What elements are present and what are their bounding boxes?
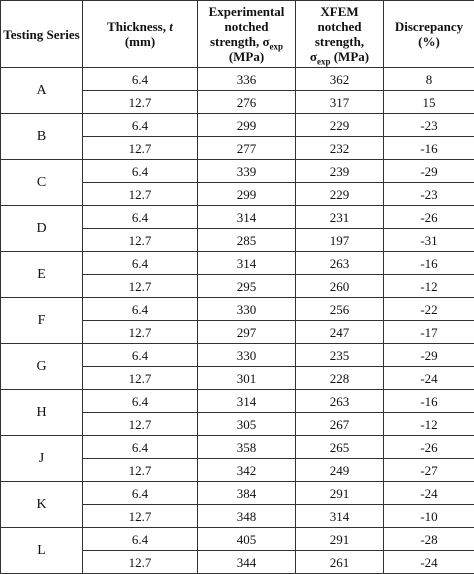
discrepancy-cell: -23 — [384, 114, 474, 137]
exp-strength-cell: 277 — [198, 137, 296, 160]
header-testing-series-text: Testing Series — [3, 26, 80, 42]
header-exp-line3: strength, $\sigma_{exp}$ — [209, 34, 284, 52]
header-thickness — [83, 1, 198, 68]
xfem-strength-cell: 260 — [296, 275, 384, 298]
discrepancy-cell: -26 — [384, 436, 474, 459]
exp-strength-cell: 348 — [198, 505, 296, 528]
discrepancy-cell: -24 — [384, 367, 474, 390]
thickness-cell: 12.7 — [83, 367, 198, 390]
exp-strength-cell: 314 — [198, 206, 296, 229]
header-exp-line1: Experimental — [208, 4, 285, 19]
xfem-strength-cell: 265 — [296, 436, 384, 459]
thickness-cell: 6.4 — [83, 160, 198, 183]
thickness-cell: 12.7 — [83, 551, 198, 574]
thickness-cell: 6.4 — [83, 528, 198, 551]
series-cell: H — [1, 390, 83, 436]
table-row — [1, 482, 474, 505]
xfem-strength-cell: 291 — [296, 482, 384, 505]
thickness-symbol: t — [169, 19, 173, 34]
discrepancy-cell: -28 — [384, 528, 474, 551]
xfem-strength-cell: 317 — [296, 91, 384, 114]
discrepancy-cell: -16 — [384, 252, 474, 275]
header-experimental-strength — [198, 1, 296, 68]
exp-strength-cell: 314 — [198, 390, 296, 413]
exp-strength-cell: 358 — [198, 436, 296, 459]
discrepancy-cell: -23 — [384, 183, 474, 206]
thickness-cell: 12.7 — [83, 321, 198, 344]
exp-strength-cell: 336 — [198, 68, 296, 91]
xfem-strength-cell: 229 — [296, 183, 384, 206]
exp-strength-cell: 339 — [198, 160, 296, 183]
discrepancy-cell: -26 — [384, 206, 474, 229]
table-row — [1, 390, 474, 413]
series-cell: L — [1, 528, 83, 574]
discrepancy-cell: -12 — [384, 275, 474, 298]
discrepancy-cell: -22 — [384, 298, 474, 321]
series-cell: G — [1, 344, 83, 390]
discrepancy-cell: -29 — [384, 344, 474, 367]
exp-strength-cell: 297 — [198, 321, 296, 344]
header-xfem-line2: notched — [317, 19, 362, 34]
xfem-strength-cell: 261 — [296, 551, 384, 574]
header-xfem-line4: $\sigma_{exp}$ (MPa) — [309, 49, 370, 67]
thickness-cell: 12.7 — [83, 137, 198, 160]
thickness-cell: 6.4 — [83, 252, 198, 275]
xfem-strength-cell: 314 — [296, 505, 384, 528]
thickness-cell: 6.4 — [83, 114, 198, 137]
series-cell: A — [1, 68, 83, 114]
exp-strength-cell: 330 — [198, 344, 296, 367]
header-xfem-line1: XFEM — [320, 4, 359, 19]
xfem-strength-cell: 239 — [296, 160, 384, 183]
header-thickness-line1: Thickness, t — [107, 19, 173, 34]
xfem-strength-cell: 267 — [296, 413, 384, 436]
discrepancy-cell: -16 — [384, 137, 474, 160]
xfem-strength-cell: 291 — [296, 528, 384, 551]
header-exp-unit: (MPa) — [228, 49, 265, 64]
exp-strength-cell: 330 — [198, 298, 296, 321]
table-row — [1, 114, 474, 137]
exp-strength-cell: 299 — [198, 183, 296, 206]
xfem-strength-cell: 197 — [296, 229, 384, 252]
header-exp-line2: notched — [224, 19, 269, 34]
thickness-cell: 12.7 — [83, 413, 198, 436]
discrepancy-cell: -24 — [384, 482, 474, 505]
thickness-cell: 12.7 — [83, 229, 198, 252]
thickness-cell: 6.4 — [83, 298, 198, 321]
series-cell: E — [1, 252, 83, 298]
xfem-strength-cell: 232 — [296, 137, 384, 160]
thickness-cell: 6.4 — [83, 390, 198, 413]
exp-strength-cell: 305 — [198, 413, 296, 436]
xfem-strength-cell: 263 — [296, 390, 384, 413]
header-discrepancy — [384, 1, 474, 68]
discrepancy-cell: -29 — [384, 160, 474, 183]
xfem-strength-cell: 231 — [296, 206, 384, 229]
exp-strength-cell: 295 — [198, 275, 296, 298]
thickness-cell: 12.7 — [83, 275, 198, 298]
thickness-cell: 6.4 — [83, 344, 198, 367]
xfem-strength-cell: 247 — [296, 321, 384, 344]
thickness-cell: 6.4 — [83, 206, 198, 229]
exp-strength-cell: 344 — [198, 551, 296, 574]
xfem-strength-cell: 229 — [296, 114, 384, 137]
xfem-strength-cell: 235 — [296, 344, 384, 367]
exp-strength-cell: 405 — [198, 528, 296, 551]
discrepancy-cell: -10 — [384, 505, 474, 528]
header-xfem-line3: strength, — [314, 34, 365, 49]
table-row — [1, 528, 474, 551]
header-testing-series — [1, 1, 83, 68]
table-row — [1, 298, 474, 321]
header-disc-line1: Discrepancy — [394, 19, 464, 34]
thickness-cell: 12.7 — [83, 505, 198, 528]
thickness-cell: 6.4 — [83, 68, 198, 91]
discrepancy-cell: 8 — [384, 68, 474, 91]
thickness-cell: 6.4 — [83, 436, 198, 459]
thickness-cell: 6.4 — [83, 482, 198, 505]
header-thickness-unit: (mm) — [124, 34, 156, 49]
exp-strength-cell: 301 — [198, 367, 296, 390]
discrepancy-cell: -12 — [384, 413, 474, 436]
exp-strength-cell: 285 — [198, 229, 296, 252]
exp-strength-cell: 342 — [198, 459, 296, 482]
exp-strength-cell: 299 — [198, 114, 296, 137]
thickness-cell: 12.7 — [83, 183, 198, 206]
discrepancy-cell: -27 — [384, 459, 474, 482]
table-row — [1, 160, 474, 183]
header-xfem-strength — [296, 1, 384, 68]
exp-strength-cell: 314 — [198, 252, 296, 275]
thickness-cell: 12.7 — [83, 459, 198, 482]
table-row — [1, 252, 474, 275]
exp-strength-cell: 384 — [198, 482, 296, 505]
discrepancy-cell: -24 — [384, 551, 474, 574]
table-row — [1, 344, 474, 367]
discrepancy-cell: -16 — [384, 390, 474, 413]
xfem-strength-cell: 228 — [296, 367, 384, 390]
discrepancy-cell: 15 — [384, 91, 474, 114]
discrepancy-cell: -31 — [384, 229, 474, 252]
series-cell: D — [1, 206, 83, 252]
series-cell: K — [1, 482, 83, 528]
table-row — [1, 206, 474, 229]
thickness-cell: 12.7 — [83, 91, 198, 114]
series-cell: B — [1, 114, 83, 160]
series-cell: F — [1, 298, 83, 344]
table-row — [1, 68, 474, 91]
xfem-strength-cell: 256 — [296, 298, 384, 321]
table-row — [1, 436, 474, 459]
discrepancy-cell: -17 — [384, 321, 474, 344]
xfem-strength-cell: 362 — [296, 68, 384, 91]
header-exp-subscript: exp — [269, 41, 284, 52]
header-xfem-subscript: exp — [316, 56, 331, 67]
header-row — [1, 1, 474, 68]
xfem-strength-cell: 263 — [296, 252, 384, 275]
header-disc-unit: (%) — [418, 34, 440, 49]
exp-strength-cell: 276 — [198, 91, 296, 114]
xfem-strength-cell: 249 — [296, 459, 384, 482]
series-cell: C — [1, 160, 83, 206]
series-cell: J — [1, 436, 83, 482]
